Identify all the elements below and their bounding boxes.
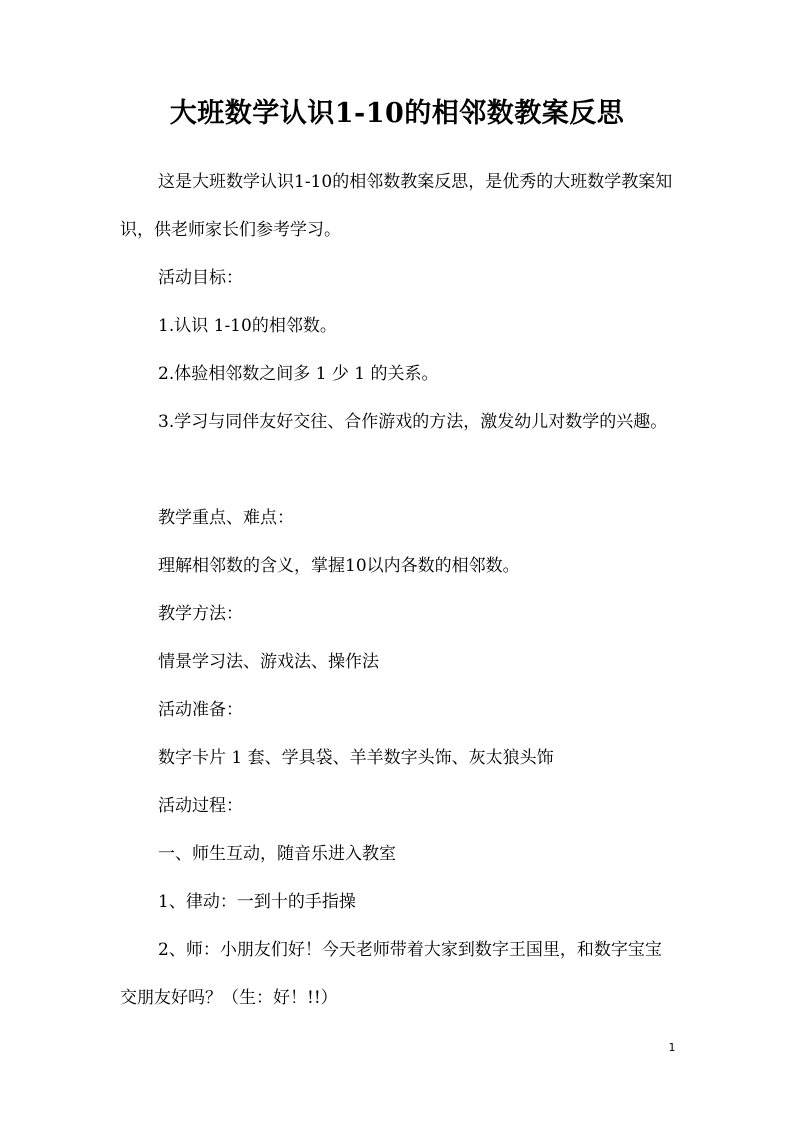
preparation-text: 数字卡片 1 套、学具袋、羊羊数字头饰、灰太狼头饰 <box>158 748 554 768</box>
page-number: 1 <box>668 1041 676 1054</box>
teaching-methods-text: 情景学习法、游戏法、操作法 <box>158 652 379 672</box>
heading-key-points: 教学重点、难点： <box>158 508 294 528</box>
process-step-1: 一、师生互动，随音乐进入教室 <box>158 844 396 864</box>
goal-item-1: 1.认识 1-10的相邻数。 <box>158 316 337 336</box>
document-title: 大班数学认识1-10的相邻数教案反思 <box>169 98 625 129</box>
goal-item-3: 3.学习与同伴友好交往、合作游戏的方法，激发幼儿对数学的兴趣。 <box>158 412 668 432</box>
process-step-1-2: 2、师：小朋友们好！今天老师带着大家到数字王国里，和数字宝宝交朋友好吗？（生：好！!!） <box>120 940 662 1008</box>
goal-item-2: 2.体验相邻数之间多 1 少 1 的关系。 <box>158 364 439 384</box>
heading-preparation: 活动准备： <box>158 700 243 720</box>
heading-teaching-methods: 教学方法： <box>158 604 243 624</box>
process-step-1-1: 1、律动：一到十的手指操 <box>158 892 356 912</box>
heading-activity-goals: 活动目标： <box>158 268 243 288</box>
intro-paragraph: 这是大班数学认识1-10的相邻数教案反思，是优秀的大班数学教案知识，供老师家长们参考学习。 <box>120 172 673 240</box>
heading-process: 活动过程： <box>158 796 243 816</box>
key-points-text: 理解相邻数的含义，掌握10以内各数的相邻数。 <box>158 556 520 576</box>
